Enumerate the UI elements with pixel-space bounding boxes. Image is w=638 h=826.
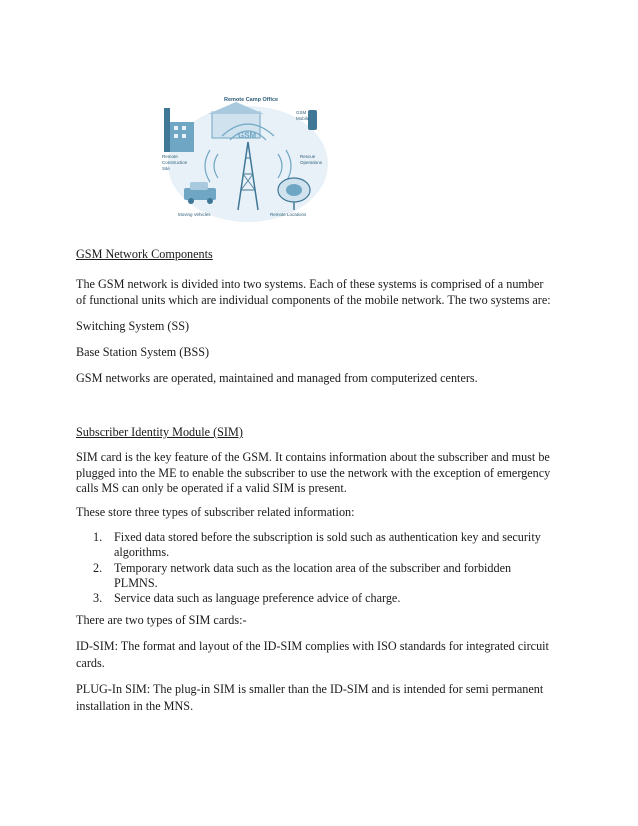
list-item-line-1: Service data such as language preference advice of charge. <box>114 591 401 605</box>
gsm-diagram <box>160 92 335 232</box>
sim-paragraph-line-3: calls MS can only be operated if a valid SIM is present. <box>76 481 347 495</box>
id-sim-line-1: ID-SIM: The format and layout of the ID-SIM complies with ISO standards for integrated circuit <box>76 639 549 653</box>
label-rescue-2: Operations <box>300 160 323 165</box>
window <box>174 134 178 138</box>
id-sim-line-2: cards. <box>76 656 105 670</box>
mobile-phone-icon <box>308 110 317 130</box>
label-rescue-1: Rescue <box>300 154 316 159</box>
label-gsm-mobile-2: Mobile <box>296 116 310 121</box>
window <box>182 126 186 130</box>
gsm-paragraph-line-2: of functional units which are individual components of the mobile network. The two systems are: <box>76 293 551 307</box>
list-item-line-1: Temporary network data such as the location area of the subscriber and forbidden <box>114 561 512 575</box>
label-camp-office: Remote Camp Office <box>224 97 279 103</box>
label-construction-1: Remote <box>162 154 178 159</box>
switching-system-text: Switching System (SS) <box>76 319 190 333</box>
base-station-system-text: Base Station System (BSS) <box>76 345 210 359</box>
label-remote-locations: Remote Locations <box>270 212 307 217</box>
list-number: 2. <box>93 561 103 575</box>
gsm-paragraph-line-1: The GSM network is divided into two systems. Each of these systems is comprised of a number <box>76 277 544 291</box>
crane <box>164 108 170 152</box>
list-item-line-2: algorithms. <box>114 545 170 559</box>
window <box>182 134 186 138</box>
gsm-components-heading: GSM Network Components <box>76 247 213 261</box>
plugin-sim-line-1: PLUG-In SIM: The plug-in SIM is smaller than the ID-SIM and is intended for semi permanent <box>76 682 544 696</box>
label-construction-3: Site <box>162 166 170 171</box>
label-gsm-mobile-1: GSM <box>296 110 307 115</box>
label-construction-2: Construction <box>162 160 188 165</box>
sim-paragraph-line-1: SIM card is the key feature of the GSM. It contains information about the subscriber and must be <box>76 450 550 464</box>
label-moving-vehicles: Moving Vehicles <box>178 212 211 217</box>
two-types-text: There are two types of SIM cards:- <box>76 613 247 627</box>
store-intro-text: These store three types of subscriber related information: <box>76 505 355 519</box>
list-item-line-1: Fixed data stored before the subscription is sold such as authentication key and security <box>114 530 541 544</box>
list-number: 3. <box>93 591 103 605</box>
list-item-line-2: PLMNS. <box>114 576 158 590</box>
gsm-network-illustration <box>160 92 335 232</box>
list-number: 1. <box>93 530 103 544</box>
operated-text: GSM networks are operated, maintained and managed from computerized centers. <box>76 371 478 385</box>
plugin-sim-line-2: installation in the MNS. <box>76 699 194 713</box>
sim-heading: Subscriber Identity Module (SIM) <box>76 425 243 439</box>
label-gsm-center: GSM <box>238 131 257 140</box>
window <box>174 126 178 130</box>
sim-paragraph-line-2: plugged into the ME to enable the subscriber to use the network with the exception of emergency <box>76 466 551 480</box>
